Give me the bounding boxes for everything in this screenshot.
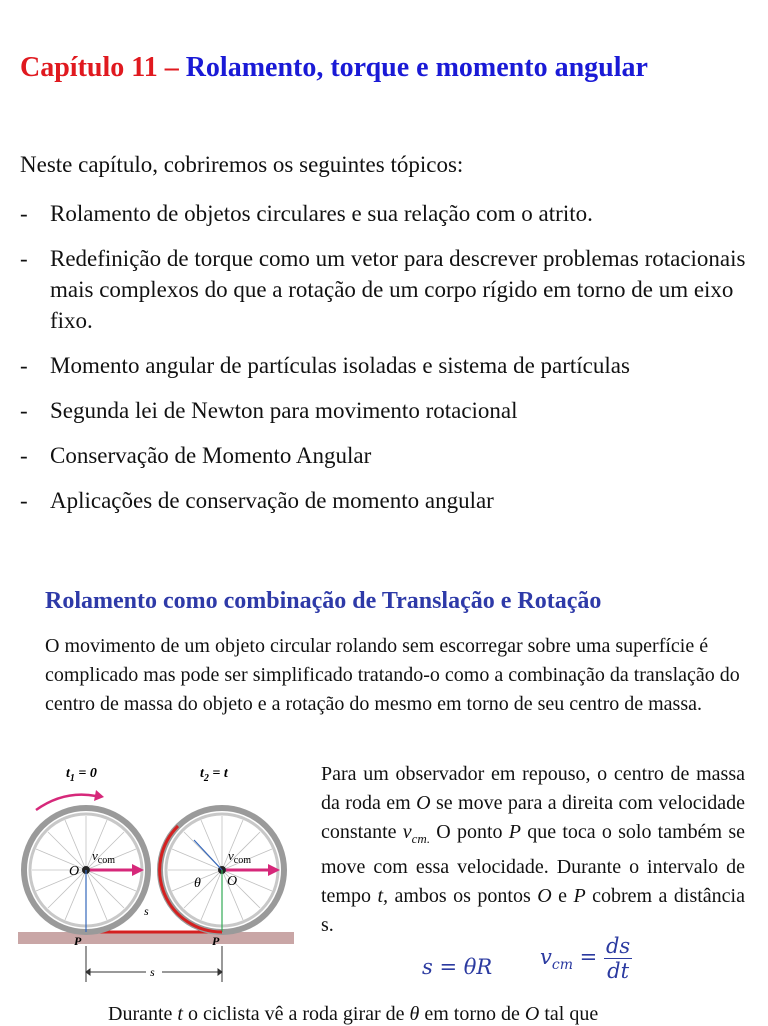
label-s-arc: s [144, 904, 149, 918]
topic-text: Segunda lei de Newton para movimento rotacional [50, 398, 518, 423]
formula-velocity: $v_{cm}$ = $\frac{ds}{dt}$ [540, 934, 631, 983]
list-item [20, 243, 755, 336]
topic-text: Redefinição de torque como um vetor para descrever problemas rotacionais mais complexos do que a rotação de um corpo rígido em torno de um eixo fixo. [50, 246, 746, 333]
label-P-1: P [74, 934, 82, 948]
page-title [20, 52, 648, 84]
rolling-wheel-figure [14, 760, 304, 990]
intro-text: Neste capítulo, cobriremos os seguintes tópicos: [20, 152, 464, 177]
label-s-distance: s [150, 965, 155, 979]
list-item [20, 440, 755, 471]
bullet-dash: - [20, 398, 28, 423]
observer-paragraph: Para um observador em repouso, o centro de massa da roda em O se move para a direita com velocidade constante $v_{cm.}$ O ponto P que toca o solo também se move com essa velocidade. Durante o intervalo de tempo t, ambos os pontos O e P cobrem a distância s. [321, 763, 745, 936]
list-item [20, 395, 755, 426]
list-item [20, 198, 755, 229]
formula-arc-length: s = θR [422, 955, 493, 979]
topic-text: Momento angular de partículas isoladas e sistema de partículas [50, 353, 630, 378]
bullet-dash: - [20, 201, 28, 226]
topic-text: Conservação de Momento Angular [50, 443, 372, 468]
topics-list [20, 198, 755, 530]
label-O-1: O [69, 864, 80, 879]
ground [18, 932, 294, 944]
chapter-subject: Rolamento, torque e momento angular [185, 52, 648, 83]
topic-text: Aplicações de conservação de momento angular [50, 488, 494, 513]
vcom-label-2: $v_{com}$ [228, 848, 251, 866]
section-paragraph: O movimento de um objeto circular rolando sem escorregar sobre uma superfície é complicado mas pode ser simplificado tratando-o como a combinação da translação do centro de massa do objeto e a rotação do mesmo em torno de seu centro de massa. [45, 635, 740, 715]
bullet-dash: - [20, 443, 28, 468]
list-item [20, 485, 755, 516]
vcom-label-1: $v_{com}$ [92, 848, 115, 866]
chapter-number: Capítulo 11 – [20, 52, 186, 83]
label-O-2: O [227, 874, 238, 889]
list-item [20, 350, 755, 381]
bullet-dash: - [20, 488, 28, 513]
bullet-dash: - [20, 246, 28, 271]
label-theta: θ [194, 876, 201, 891]
label-P-2: P [212, 934, 220, 948]
bullet-dash: - [20, 353, 28, 378]
t2-label: $t_2 = t$ [200, 766, 228, 784]
t1-label: $t_1 = 0$ [66, 766, 97, 784]
section-heading: Rolamento como combinação de Translação e Rotação [45, 588, 602, 614]
rotation-arrowhead-icon [94, 790, 104, 801]
bottom-text: Durante t o ciclista vê a roda girar de θ em torno de O tal que [108, 1003, 599, 1025]
topic-text: Rolamento de objetos circulares e sua relação com o atrito. [50, 201, 593, 226]
